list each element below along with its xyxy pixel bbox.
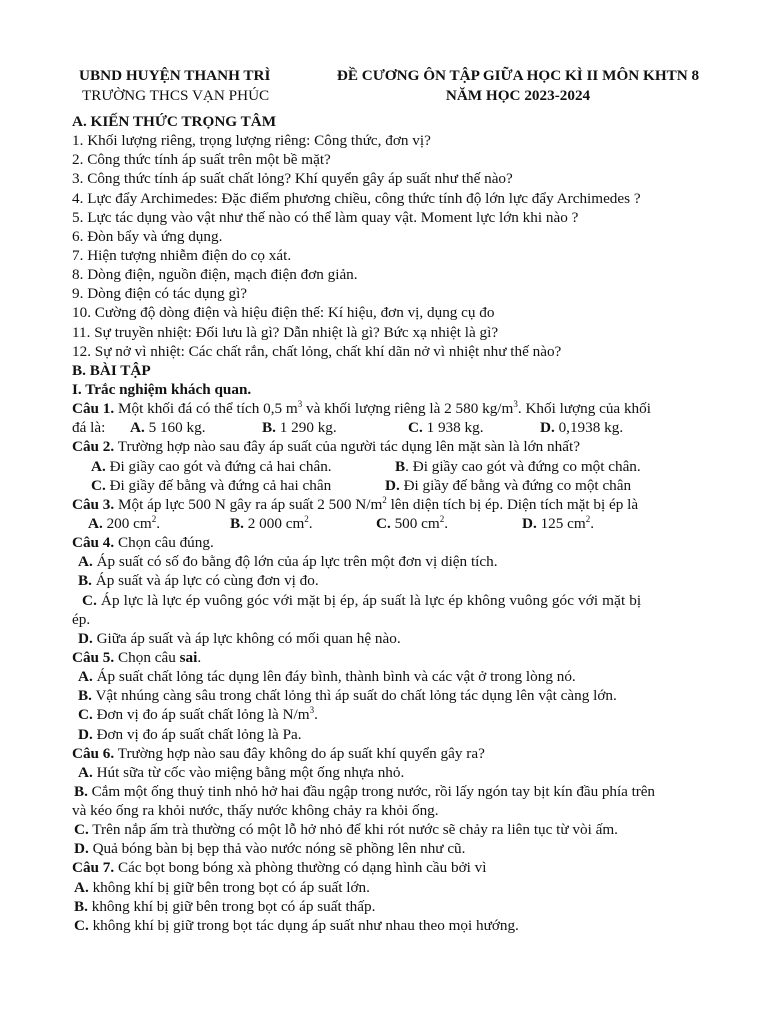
option-text: 0,1938 kg. bbox=[554, 419, 624, 437]
question-emphasis: sai bbox=[179, 648, 198, 666]
question-text: Trường hợp nào sau đây áp suất của người tác dụng lên mặt sàn là lớn nhất? bbox=[114, 438, 580, 456]
option-label: D. bbox=[74, 840, 89, 858]
question-2 bbox=[72, 437, 712, 456]
option-d bbox=[385, 476, 631, 495]
option-label: D. bbox=[78, 629, 93, 647]
option-label: A. bbox=[74, 878, 89, 896]
option-a bbox=[72, 878, 712, 897]
option-label: A. bbox=[78, 763, 93, 781]
option-c bbox=[376, 514, 448, 533]
question-label: Câu 7. bbox=[72, 859, 115, 877]
question-7 bbox=[72, 858, 712, 877]
topic-item: 8. Dòng điện, nguồn điện, mạch điện đơn giản. bbox=[72, 266, 358, 284]
option-text: Áp suất và áp lực có cùng đơn vị đo. bbox=[91, 572, 319, 590]
option-text: Giữa áp suất và áp lực không có mối quan hệ nào. bbox=[92, 629, 401, 647]
option-d bbox=[72, 629, 712, 648]
question-label: Câu 6. bbox=[72, 744, 115, 762]
question-label: Câu 3. bbox=[72, 495, 115, 513]
option-label: B. bbox=[262, 419, 276, 437]
option-label: D. bbox=[540, 419, 555, 437]
option-text: Cắm một ống thuỷ tinh nhỏ hở hai đầu ngập trong nước, rồi lấy ngón tay bịt kín đầu phía trên bbox=[87, 782, 655, 800]
superscript: 2 bbox=[151, 513, 157, 524]
option-text: Đi giầy đế bằng và đứng co một chân bbox=[399, 476, 632, 494]
option-label: B. bbox=[78, 687, 92, 705]
question-2-options-cd bbox=[72, 476, 712, 495]
option-text: 200 cm bbox=[102, 514, 152, 532]
question-2-options-ab bbox=[72, 457, 712, 476]
option-b bbox=[395, 457, 641, 476]
option-label: B. bbox=[74, 897, 88, 915]
option-text: Quả bóng bàn bị bẹp thả vào nước nóng sẽ phồng lên như cũ. bbox=[88, 840, 466, 858]
question-label: Câu 5. bbox=[72, 648, 115, 666]
option-label: C. bbox=[74, 821, 89, 839]
section-b-subtitle: I. Trắc nghiệm khách quan. bbox=[72, 380, 252, 398]
option-text: 2 000 cm bbox=[243, 514, 305, 532]
option-c-cont: ép. bbox=[72, 610, 91, 628]
option-a bbox=[91, 457, 332, 476]
option-label: D. bbox=[385, 476, 400, 494]
option-d bbox=[72, 725, 712, 744]
option-text: không khí bị giữ bên trong bọt có áp suất thấp. bbox=[87, 897, 376, 915]
option-c bbox=[72, 820, 712, 839]
topic-item: 12. Sự nở vì nhiệt: Các chất rắn, chất lỏng, chất khí dãn nở vì nhiệt như thế nào? bbox=[72, 342, 562, 360]
document-title: ĐỀ CƯƠNG ÔN TẬP GIỮA HỌC KÌ II MÔN KHTN 8 bbox=[336, 67, 700, 84]
option-text: . bbox=[314, 706, 318, 724]
topic-item: 9. Dòng điện có tác dụng gì? bbox=[72, 285, 248, 303]
option-text: . bbox=[308, 514, 313, 532]
option-label: B bbox=[395, 457, 406, 475]
option-text: 125 cm bbox=[536, 514, 586, 532]
option-text: . bbox=[444, 514, 448, 532]
question-text: Các bọt bong bóng xà phòng thường có dạng hình cầu bởi vì bbox=[114, 859, 487, 877]
option-a bbox=[72, 763, 712, 782]
option-d bbox=[522, 514, 594, 533]
question-4 bbox=[72, 533, 712, 552]
option-a bbox=[72, 667, 712, 686]
school-name: TRƯỜNG THCS VẠN PHÚC bbox=[82, 86, 270, 104]
district-name: UBND HUYỆN THANH TRÌ bbox=[79, 67, 271, 84]
question-6 bbox=[72, 744, 712, 763]
option-label: D. bbox=[78, 725, 93, 743]
option-c bbox=[408, 418, 484, 437]
option-label: C. bbox=[82, 591, 98, 609]
question-text-cont: đá là: bbox=[72, 419, 106, 437]
topic-item: 3. Công thức tính áp suất chất lỏng? Khí quyển gây áp suất như thế nào? bbox=[72, 170, 513, 188]
option-label: C. bbox=[78, 706, 93, 724]
option-c bbox=[72, 591, 712, 610]
question-text: Trường hợp nào sau đây không do áp suất khí quyển gây ra? bbox=[114, 744, 485, 762]
option-c bbox=[72, 705, 712, 724]
option-b bbox=[262, 418, 337, 437]
option-text: 1 290 kg. bbox=[275, 419, 337, 437]
option-label: B. bbox=[230, 514, 244, 532]
document-body bbox=[72, 112, 712, 935]
option-text: Đi giầy đế bằng và đứng cả hai chân bbox=[105, 476, 332, 494]
option-label: B. bbox=[74, 782, 88, 800]
question-text: và khối lượng riêng là 2 580 kg/m bbox=[302, 400, 514, 418]
topic-item: 6. Đòn bẩy và ứng dụng. bbox=[72, 227, 223, 245]
question-1 bbox=[72, 399, 712, 418]
school-year: NĂM HỌC 2023-2024 bbox=[445, 86, 591, 104]
option-text: 500 cm bbox=[390, 514, 440, 532]
question-text: . bbox=[197, 648, 202, 666]
topic-item: 11. Sự truyền nhiệt: Đối lưu là gì? Dẫn nhiệt là gì? Bức xạ nhiệt là gì? bbox=[72, 323, 499, 341]
option-text: . bbox=[590, 514, 594, 532]
option-text: Đơn vị đo áp suất chất lỏng là Pa. bbox=[92, 725, 302, 743]
topic-item: 4. Lực đẩy Archimedes: Đặc điểm phương chiều, công thức tính độ lớn lực đẩy Archimedes ? bbox=[72, 189, 641, 207]
superscript: 3 bbox=[513, 399, 518, 410]
question-5 bbox=[72, 648, 712, 667]
option-label: A. bbox=[91, 457, 106, 475]
topic-item: 10. Cường độ dòng điện và hiệu điện thế: Kí hiệu, đơn vị, dụng cụ đo bbox=[72, 304, 495, 322]
document-header bbox=[0, 66, 768, 106]
question-3-options bbox=[72, 514, 712, 533]
option-text: Áp suất có số đo bằng độ lớn của áp lực trên một đơn vị diện tích. bbox=[92, 553, 498, 571]
option-label: A. bbox=[78, 668, 93, 686]
topic-item: 7. Hiện tượng nhiễm điện do cọ xát. bbox=[72, 246, 292, 264]
question-text: Một khối đá có thể tích 0,5 m bbox=[114, 400, 298, 418]
superscript: 3 bbox=[309, 705, 315, 716]
superscript: 2 bbox=[439, 513, 445, 524]
option-b bbox=[72, 686, 712, 705]
option-a bbox=[72, 552, 712, 571]
option-a bbox=[130, 418, 206, 437]
superscript: 3 bbox=[297, 399, 303, 410]
option-text: không khí bị giữ bên trong bọt có áp suất lớn. bbox=[88, 878, 370, 896]
option-label: D. bbox=[522, 514, 537, 532]
option-text: Hút sữa từ cốc vào miệng bằng một ống nhựa nhỏ. bbox=[92, 763, 405, 781]
superscript: 2 bbox=[304, 513, 309, 524]
option-b bbox=[72, 897, 712, 916]
question-text: . Khối lượng của khối bbox=[517, 400, 651, 418]
question-label: Câu 4. bbox=[72, 534, 115, 552]
section-a-title: A. KIẾN THỨC TRỌNG TÂM bbox=[72, 113, 277, 130]
option-text: Vật nhúng càng sâu trong chất lỏng thì áp suất do chất lỏng tác dụng lên vật càng lớn. bbox=[91, 687, 617, 705]
header-left bbox=[79, 66, 299, 105]
section-b-title: B. BÀI TẬP bbox=[72, 361, 151, 379]
question-3 bbox=[72, 495, 712, 514]
option-a bbox=[88, 514, 160, 533]
option-text: không khí bị giữ trong bọt tác dụng áp suất như nhau theo mọi hướng. bbox=[88, 916, 519, 934]
option-b bbox=[230, 514, 313, 533]
question-text: Chọn câu đúng. bbox=[114, 534, 214, 552]
option-text: . Đi giầy cao gót và đứng co một chân. bbox=[405, 457, 641, 475]
question-text: lên diện tích bị ép. Diện tích mặt bị ép là bbox=[386, 495, 639, 513]
option-label: C. bbox=[74, 916, 89, 934]
option-text: Đơn vị đo áp suất chất lỏng là N/m bbox=[92, 706, 310, 724]
option-text: 1 938 kg. bbox=[422, 419, 484, 437]
option-label: A. bbox=[88, 514, 103, 532]
option-b bbox=[72, 782, 712, 801]
option-label: A. bbox=[130, 419, 145, 437]
option-b bbox=[72, 571, 712, 590]
option-label: C. bbox=[91, 476, 106, 494]
superscript: 2 bbox=[382, 494, 387, 505]
question-label: Câu 1. bbox=[72, 400, 115, 418]
topic-item: 5. Lực tác dụng vào vật như thế nào có thể làm quay vật. Moment lực lớn khi nào ? bbox=[72, 208, 579, 226]
option-b-cont: và kéo ống ra khỏi nước, thấy nước không chảy ra khỏi ống. bbox=[72, 802, 439, 820]
option-text: 5 160 kg. bbox=[144, 419, 206, 437]
header-right bbox=[312, 66, 724, 105]
option-c bbox=[72, 916, 712, 935]
option-label: C. bbox=[376, 514, 391, 532]
question-label: Câu 2. bbox=[72, 438, 115, 456]
question-text: Một áp lực 500 N gây ra áp suất 2 500 N/m bbox=[114, 495, 383, 513]
question-text: Chọn câu bbox=[114, 648, 180, 666]
option-c bbox=[91, 476, 331, 495]
option-text: Áp lực là lực ép vuông góc với mặt bị ép, áp suất là lực ép không vuông góc với mặt bị bbox=[97, 591, 642, 609]
topic-item: 1. Khối lượng riêng, trọng lượng riêng: Công thức, đơn vị? bbox=[72, 132, 431, 150]
option-d bbox=[540, 418, 623, 437]
option-label: A. bbox=[78, 553, 93, 571]
superscript: 2 bbox=[585, 513, 591, 524]
option-d bbox=[72, 839, 712, 858]
option-text: Trên nắp ấm trà thường có một lỗ hở nhỏ để khi rót nước sẽ chảy ra liên tục từ vòi ấm. bbox=[88, 821, 618, 839]
option-label: B. bbox=[78, 572, 92, 590]
option-text: Áp suất chất lỏng tác dụng lên đáy bình, thành bình và các vật ở trong lòng nó. bbox=[92, 668, 576, 686]
option-text: Đi giầy cao gót và đứng cả hai chân. bbox=[105, 457, 332, 475]
option-label: C. bbox=[408, 419, 423, 437]
option-text: . bbox=[156, 514, 160, 532]
question-1-options bbox=[72, 418, 712, 437]
topic-item: 2. Công thức tính áp suất trên một bề mặt? bbox=[72, 151, 331, 169]
